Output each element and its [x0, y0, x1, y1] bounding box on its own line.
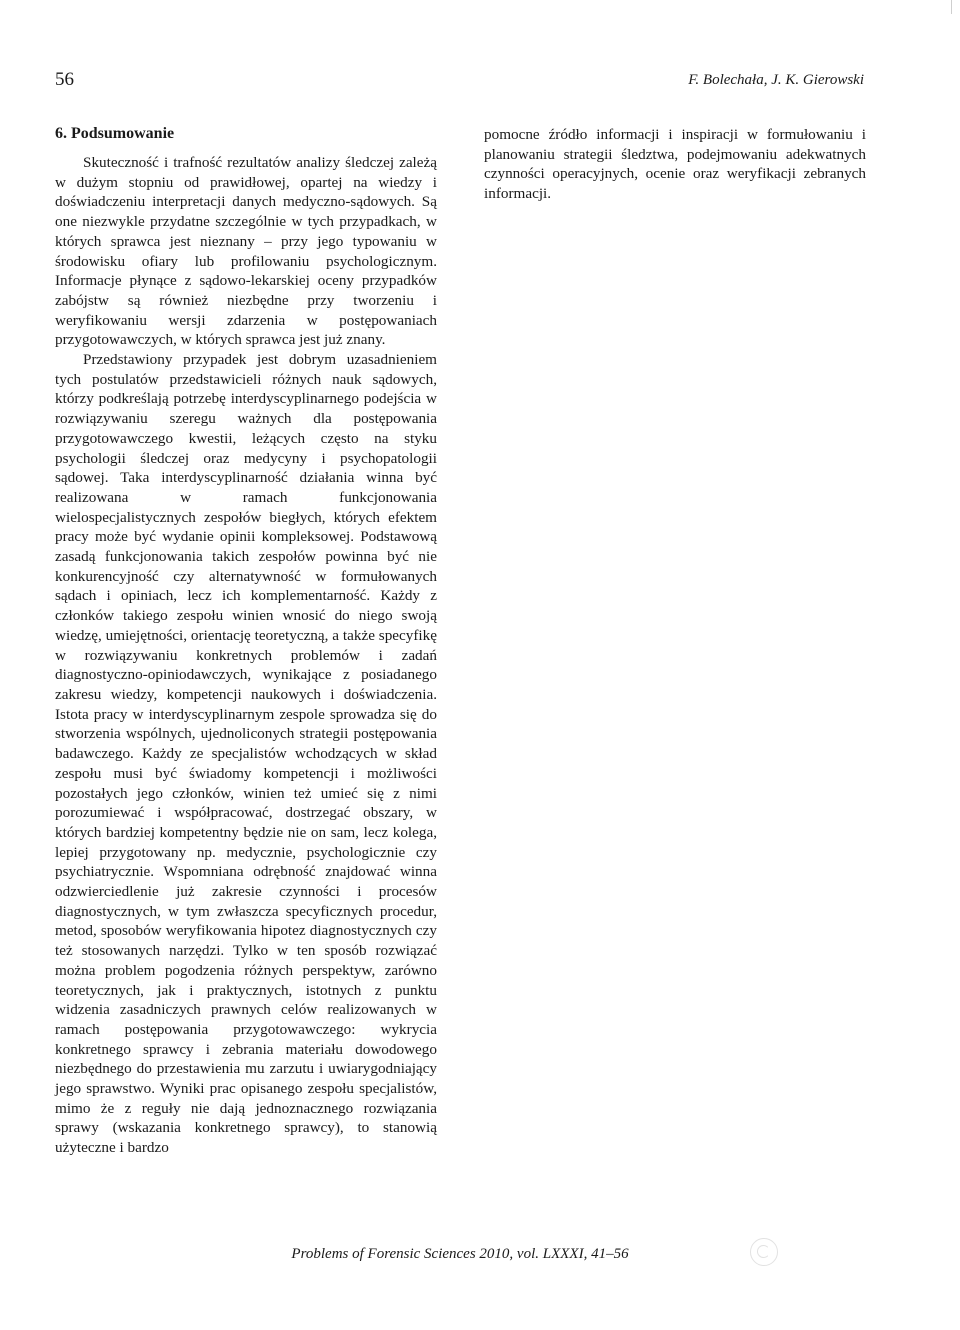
paragraph: Skuteczność i trafność rezultatów analizy śledczej zależą w dużym stopniu od prawidłowej, opartej na wiedzy i doświadczeniu interpretacji danych medyczno-sądowych. Są one niezwykle przydatne szczególnie w tych przypadkach, w których sprawca jest nieznany – przy jego typowaniu w środowisku ofiary lub profilowaniu psychologicznym. Informacje płynące z sądowo-lekarskiej oceny przypadków zabójstw są również niezbędne przy tworzeniu i weryfikowaniu wersji zdarzenia w postępowaniach przygotowawczych, w których sprawca jest już znany. [55, 154, 437, 349]
journal-citation: Problems of Forensic Sciences 2010, vol. LXXXI, 41–56 [291, 1246, 629, 1262]
paragraph: Przedstawiony przypadek jest dobrym uzasadnieniem tych postulatów przedstawicieli różnych nauk sądowych, którzy podkreślają potrzebę interdyscyplinarnego podejścia w rozwiązywaniu szeregu ważnych dla postępowania przygotowawczego kwestii, leżących często na styku psychologii śledczej oraz medycyny i psychopatologii sądowej. Taka interdyscyplinarność działania winna być realizowana w ramach funkcjonowania wielospecjalistycznych zespołów biegłych, których efektem pracy może być wydanie opinii kompleksowej. Podstawową zasadą funkcjonowania takich zespołów powinna być nie konkurencyjność czy alternatywność w formułowanych sądach i opiniach, lecz ich komplementarność. Każdy z członków takiego zespołu winien wnosić do niego swoją wiedzę, umiejętności, orientację teoretyczną, a także specyfikę w rozwiązywaniu konkretnych problemów i zadań diagnostyczno-opiniodawczych, wynikające z posiadanego zakresu wiedzy, kompetencji naukowych i doświadczenia. Istota pracy w interdyscyplinarnym zespole sprowadza się do stworzenia wspólnych, ujednoliconych strategii postępowania badawczego. Każdy ze specjalistów wchodzących w skład zespołu musi być świadomy kompetencji i możliwości pozostałych jego członków, winien też umieć się z nimi porozumiewać i współpracować, dostrzegać obszary, w których bardziej kompetentny będzie nie on sam, lecz kolega, lepiej przygotowany np. medycznie, psychologicznie czy psychiatrycznie. Wspomniana odrębność znajdować winna odzwierciedlenie już zakresie czynności i procesów diagnostycznych, w tym zwłaszcza specyficznych procedur, metod, sposobów weryfikowania hipotez diagnostycznych czy też stosowanych narzędzi. Tylko w ten sposób rozwiązać można problem pogodzenia różnych perspektyw, zarówno teoretycznych, jak i praktycznych, istotnych z punktu widzenia zasadniczych prawnych celów realizowanych w ramach postępowania przygotowawczego: wykrycia konkretnego sprawcy i zebrania materiału dowodowego niezbędnego do przestawienia mu zarzutu i uwiarygodniający jego sprawstwo. Wyniki prac opisanego zespołu specjalistów, mimo że z reguły nie dają jednoznacznego rozwiązania sprawy (wskazania konkretnego sprawcy), to stanowią użyteczne i bardzo [55, 351, 437, 1157]
running-head: F. Bolechała, J. K. Gierowski [688, 72, 864, 88]
left-column [55, 124, 437, 1158]
right-column [484, 125, 866, 204]
section-heading: 6. Podsumowanie [55, 125, 175, 142]
page-number: 56 [55, 69, 74, 90]
copyright-watermark-icon [750, 1238, 778, 1266]
journal-footer [0, 1244, 960, 1264]
corner-crop-mark [951, 0, 952, 14]
paragraph: pomocne źródło informacji i inspiracji w formułowaniu i planowaniu strategii śledztwa, podejmowaniu adekwatnych czynności operacyjnych, ocenie oraz weryfikacji zebranych informacji. [484, 126, 866, 203]
